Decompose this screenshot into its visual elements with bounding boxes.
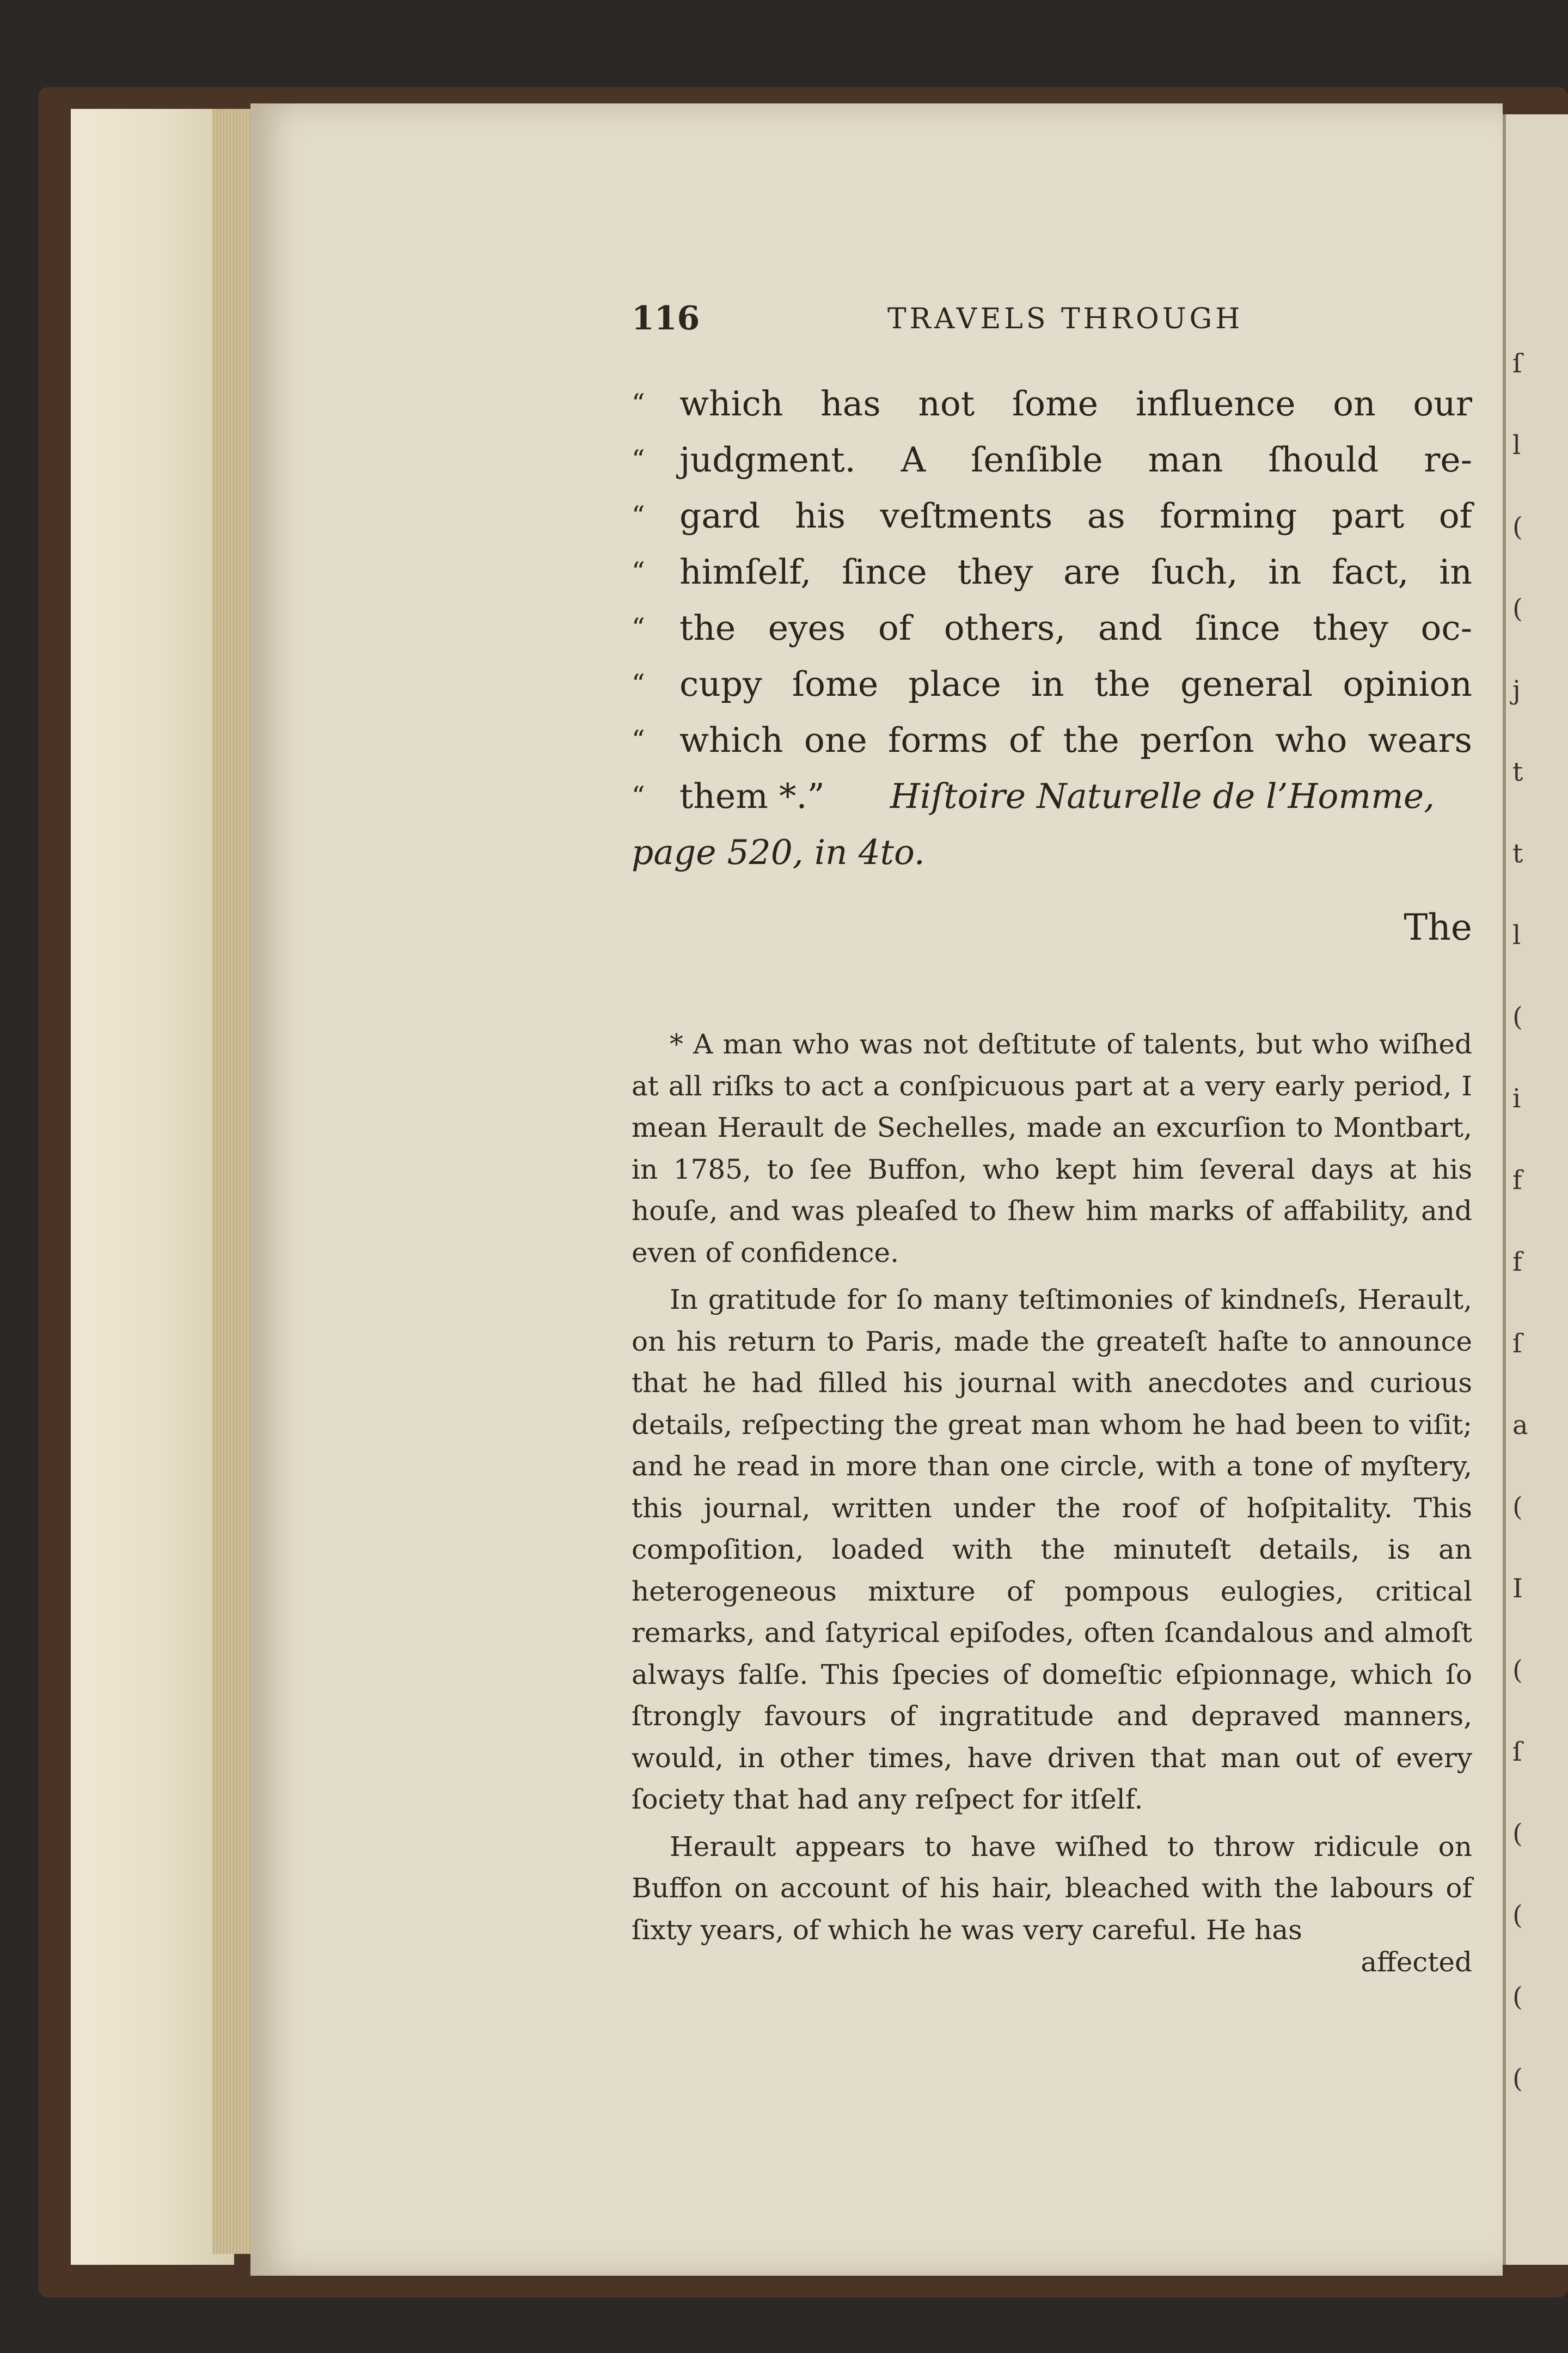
page-header (632, 299, 1472, 348)
quote-mark: “ (632, 556, 645, 587)
quote-ending: them *.” (679, 776, 825, 816)
facing-page-char: i (1512, 1083, 1521, 1114)
facing-page-char: ſ (1512, 348, 1522, 379)
facing-page-char: ſ (1512, 1328, 1522, 1359)
quote-line: “ himſelf, ſince they are ſuch, in fact, in (632, 544, 1472, 600)
quote-line: “ cupy ſome place in the general opinion (632, 656, 1472, 712)
quote-line: “ gard his veſtments as forming part of (632, 488, 1472, 544)
facing-page-edge (1503, 114, 1568, 2265)
facing-page-char: j (1512, 675, 1521, 706)
facing-page-char: ( (1512, 1002, 1523, 1032)
footnote-paragraph: Herault appears to have wiſhed to throw ridicule on Buffon on account of his hair, bleached with the labours of ſixty years, of which he was very careful. He has (632, 1830, 1472, 1946)
facing-page-char: ( (1512, 1982, 1523, 2012)
facing-page-char: l (1512, 920, 1521, 951)
facing-page-char: a (1512, 1410, 1528, 1441)
footnote-paragraph: * A man who was not deſtitute of talents, but who wiſhed at all riſks to act a conſpicuous part at a very early period, I mean Herault de Sechelles, made an excurſion to Montbart, in 1785, to ſee Buffon, who kept him ſeveral days at his houſe, and was pleaſed to ſhew him marks of affability, and even of confidence. (632, 1028, 1472, 1269)
quote-mark: “ (632, 725, 645, 755)
quote-line: “ the eyes of others, and ſince they oc- (632, 600, 1472, 656)
facing-page-char: ( (1512, 1900, 1523, 1931)
facing-page-char: ( (1512, 1655, 1523, 1686)
quote-line-last (632, 768, 1472, 824)
running-title: TRAVELS THROUGH (887, 303, 1244, 335)
quote-mark: “ (632, 500, 645, 531)
page-number: 116 (632, 299, 700, 338)
facing-page-char: ( (1512, 512, 1523, 542)
facing-page-char: ( (1512, 593, 1523, 624)
quote-line: “ which has not ſome influence on our (632, 376, 1472, 432)
footnote-paragraph: In gratitude for ſo many teſtimonies of kindneſs, Herault, on his return to Paris, made the greateſt haſte to announce that he had filled his journal with anecdotes and curious details, reſpecting the great man whom he had been to viſit; and he read in more than one circle, with a tone of myſtery, this journal, written under the roof of hoſpitality. This compoſition, loaded with the minuteſt details, is an heterogeneous mixture of pompous eulogies, critical remarks, and ſatyrical epiſodes, often ſcandalous and almoſt always falſe. This ſpecies of domeſtic eſpionnage, which ſo ſtrongly favours of ingratitude and depraved manners, would, in other times, have driven that man out of every ſociety that had any reſpect for itſelf. (632, 1284, 1472, 1815)
footnote (632, 1024, 1472, 1956)
facing-page-char: t (1512, 757, 1523, 787)
facing-page-char: l (1512, 430, 1521, 461)
quote-mark: “ (632, 781, 645, 811)
citation-line (632, 824, 1472, 880)
quote-mark: “ (632, 612, 645, 643)
facing-page-char: t (1512, 838, 1523, 869)
citation-page: page 520, in 4to. (632, 832, 925, 872)
quote-mark: “ (632, 444, 645, 475)
quote-mark: “ (632, 388, 645, 419)
quote-line: “ judgment. A ſenſible man ſhould re- (632, 432, 1472, 488)
facing-page-char: I (1512, 1573, 1523, 1604)
catchword: The (1404, 906, 1472, 948)
previous-pages-edge (71, 109, 234, 2265)
facing-page-char: f (1512, 1165, 1522, 1196)
facing-page-char: ( (1512, 1492, 1523, 1522)
quotation-block (632, 376, 1472, 880)
facing-page-char: ſ (1512, 1737, 1522, 1767)
footnote-catchword: affected (1361, 1946, 1472, 1978)
facing-page-char: ( (1512, 2063, 1523, 2094)
quote-line: “ which one forms of the perſon who wears (632, 712, 1472, 768)
facing-page-char: f (1512, 1247, 1522, 1277)
citation-title: Hiſtoire Naturelle de l’Homme, (890, 776, 1435, 816)
quote-mark: “ (632, 669, 645, 699)
facing-page-char: ( (1512, 1818, 1523, 1849)
